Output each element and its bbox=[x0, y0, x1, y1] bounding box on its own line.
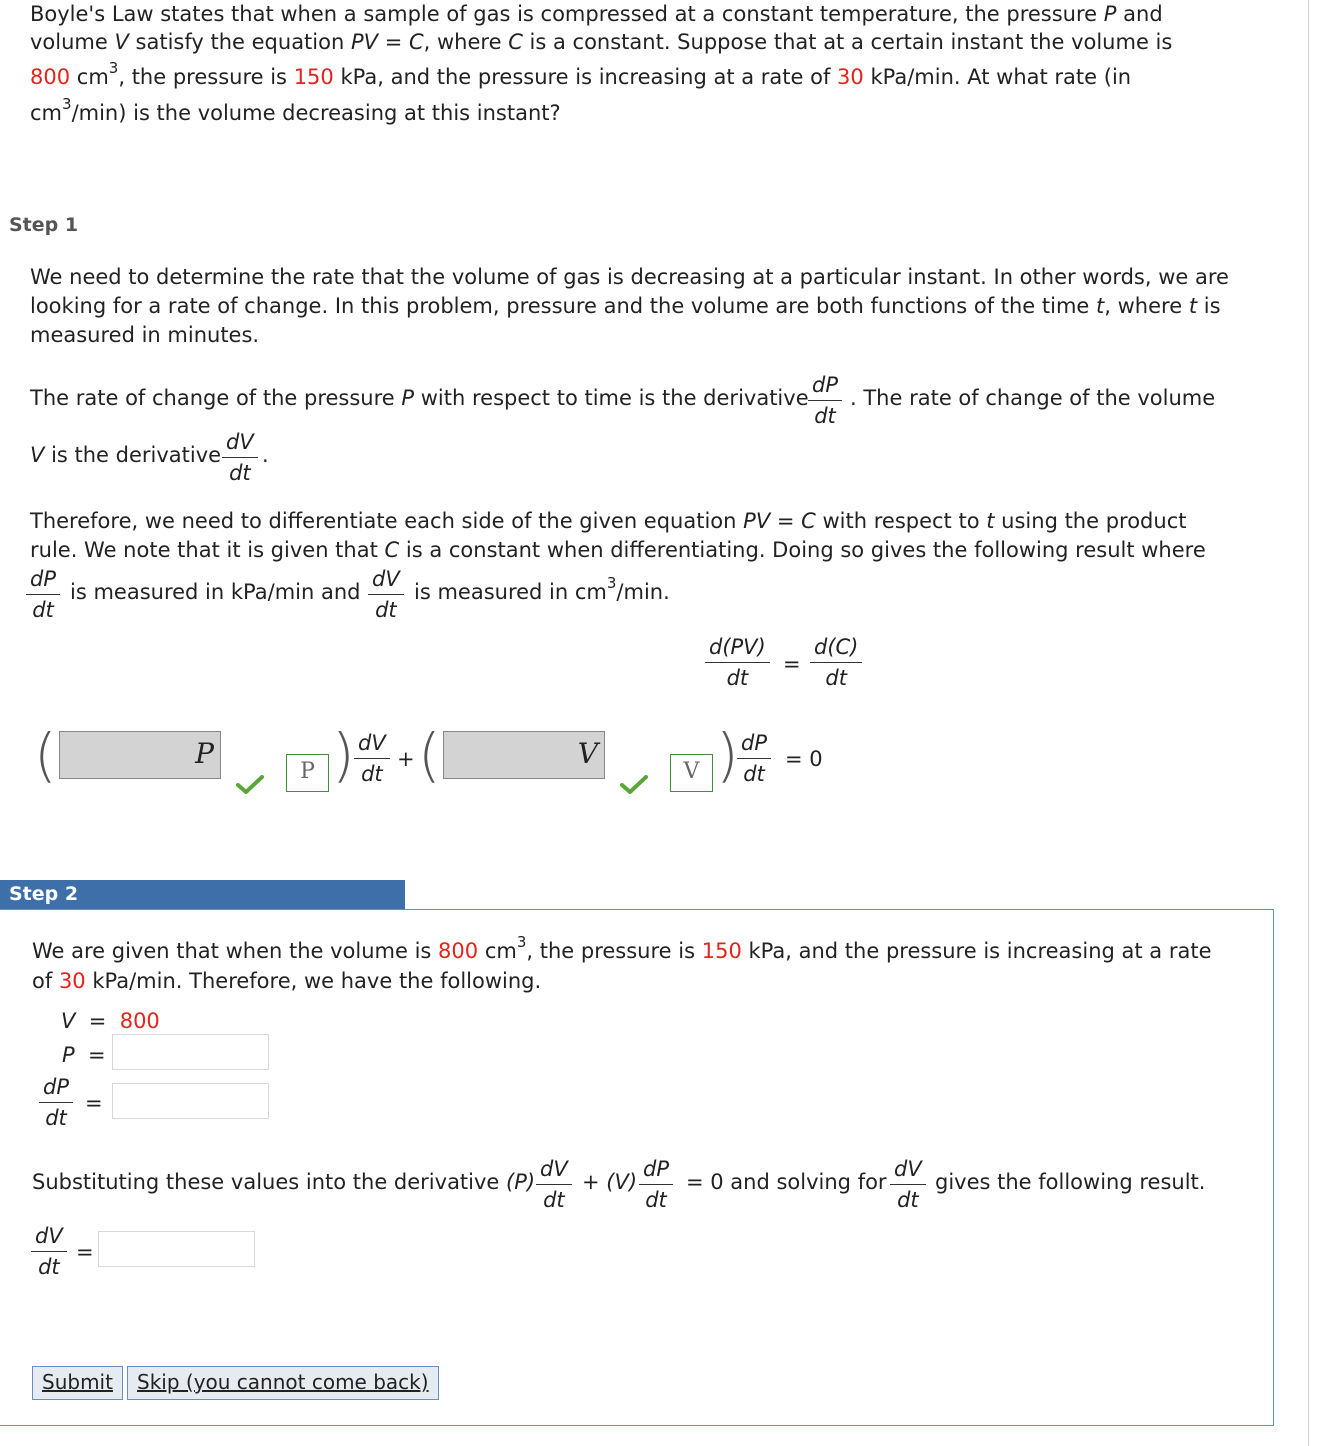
frac-dV-dt-3: $\frac{dV}{dt}$ bbox=[354, 730, 390, 787]
rate-value: 30 bbox=[837, 65, 864, 89]
left-paren-2: ( bbox=[418, 721, 441, 789]
right-paren-1: ) bbox=[332, 721, 355, 789]
substituting-text: Substituting these values into the derivative (P) bbox=[32, 1170, 536, 1194]
frac-dP-dt-2: $\frac{dP}{dt}$ bbox=[26, 566, 60, 623]
frac-dPV-dt: $\frac{d(PV)}{dt}$ bbox=[705, 634, 770, 691]
correct-answer-1: P bbox=[286, 754, 329, 792]
result-text: gives the following result. bbox=[935, 1170, 1206, 1194]
pressure-value: 150 bbox=[293, 65, 334, 89]
step1-p2-line1: The rate of change of the pressure P with respect to time is the derivative bbox=[30, 386, 809, 410]
submit-button[interactable]: Submit bbox=[32, 1366, 123, 1400]
plus-sign: + bbox=[397, 747, 415, 771]
step2-header: Step 2 bbox=[0, 880, 405, 909]
left-paren-1: ( bbox=[34, 721, 57, 789]
skip-button[interactable]: Skip (you cannot come back) bbox=[127, 1366, 439, 1400]
equals-dPdt: = bbox=[85, 1091, 103, 1115]
right-paren-2: ) bbox=[716, 721, 739, 789]
frac-dP-dt-3: $\frac{dP}{dt}$ bbox=[737, 730, 771, 787]
step1-p3-line1: Therefore, we need to differentiate each side of the given equation PV = C with respect to t using the product bbox=[30, 509, 1187, 533]
problem-line-1: Boyle's Law states that when a sample of gas is compressed at a constant temperature, the pressure P and bbox=[30, 2, 1163, 26]
step2-line2: of 30 kPa/min. Therefore, we have the following. bbox=[32, 969, 542, 993]
equals-zero: = 0 bbox=[785, 747, 823, 771]
given-P: P = bbox=[62, 1043, 106, 1067]
dVdt-input[interactable] bbox=[98, 1231, 255, 1267]
step1-p1-line1: We need to determine the rate that the volume of gas is decreasing at a particular instant. In other words, we are bbox=[30, 265, 1229, 289]
dPdt-input[interactable] bbox=[112, 1083, 269, 1119]
step1-p1-line2: looking for a rate of change. In this problem, pressure and the volume are both functions of the time t, where t is bbox=[30, 294, 1221, 318]
frac-dP-dt-step2: $\frac{dP}{dt}$ bbox=[39, 1074, 73, 1131]
correct-check-icon-2 bbox=[620, 774, 648, 794]
frac-dV-dt: $\frac{dV}{dt}$ bbox=[222, 429, 258, 486]
answer-box-1[interactable]: P bbox=[59, 731, 221, 779]
frac-dP-dt-sub: $\frac{dP}{dt}$ bbox=[639, 1156, 673, 1213]
frac-dV-dt-answer: $\frac{dV}{dt}$ bbox=[31, 1223, 67, 1280]
equals-sign: = bbox=[783, 652, 801, 676]
problem-line-3: 800 $cm^3$, the pressure is 150 kPa, and the pressure is increasing at a rate of 30 kPa/min. At what rate (in bbox=[30, 59, 1132, 89]
given-V-value: 800 bbox=[119, 1009, 160, 1033]
given-V: V = 800 bbox=[61, 1009, 160, 1033]
step1-p3-line3a: is measured in kPa/min and bbox=[70, 580, 361, 604]
problem-line-2: volume V satisfy the equation PV = C, where C is a constant. Suppose that at a certain instant the volume is bbox=[30, 30, 1173, 54]
pressure-input[interactable] bbox=[112, 1034, 269, 1070]
period: . bbox=[262, 443, 269, 467]
frac-dV-dt-solve: $\frac{dV}{dt}$ bbox=[890, 1156, 926, 1213]
frac-dV-dt-2: $\frac{dV}{dt}$ bbox=[368, 566, 404, 623]
step1-p2-line1b: . The rate of change of the volume bbox=[850, 386, 1216, 410]
plus-V-text: + (V) bbox=[582, 1170, 638, 1194]
solving-text: = 0 and solving for bbox=[686, 1170, 887, 1194]
step2-line1: We are given that when the volume is 800 $cm^3$, the pressure is 150 kPa, and the pressure is increasing at a rate bbox=[32, 933, 1212, 963]
right-divider bbox=[1308, 0, 1309, 1446]
equals-dVdt: = bbox=[76, 1240, 94, 1264]
frac-dV-dt-sub: $\frac{dV}{dt}$ bbox=[536, 1156, 572, 1213]
step1-p3-line3b: is measured in $cm^3/\min$. bbox=[414, 574, 670, 604]
volume-value: 800 bbox=[30, 65, 71, 89]
frac-dC-dt: $\frac{d(C)}{dt}$ bbox=[810, 634, 862, 691]
correct-answer-2: V bbox=[670, 754, 713, 792]
step1-label: Step 1 bbox=[9, 214, 79, 236]
problem-line-4: $cm^3/\min$) is the volume decreasing at this instant? bbox=[30, 95, 561, 125]
step1-p1-line3: measured in minutes. bbox=[30, 323, 260, 347]
step1-p2-line2: V is the derivative bbox=[30, 443, 222, 467]
correct-check-icon-1 bbox=[236, 774, 264, 794]
step1-p3-line2: rule. We note that it is given that C is a constant when differentiating. Doing so gives the following result where bbox=[30, 538, 1206, 562]
frac-dP-dt: $\frac{dP}{dt}$ bbox=[808, 372, 842, 429]
answer-box-2[interactable]: V bbox=[443, 731, 605, 779]
